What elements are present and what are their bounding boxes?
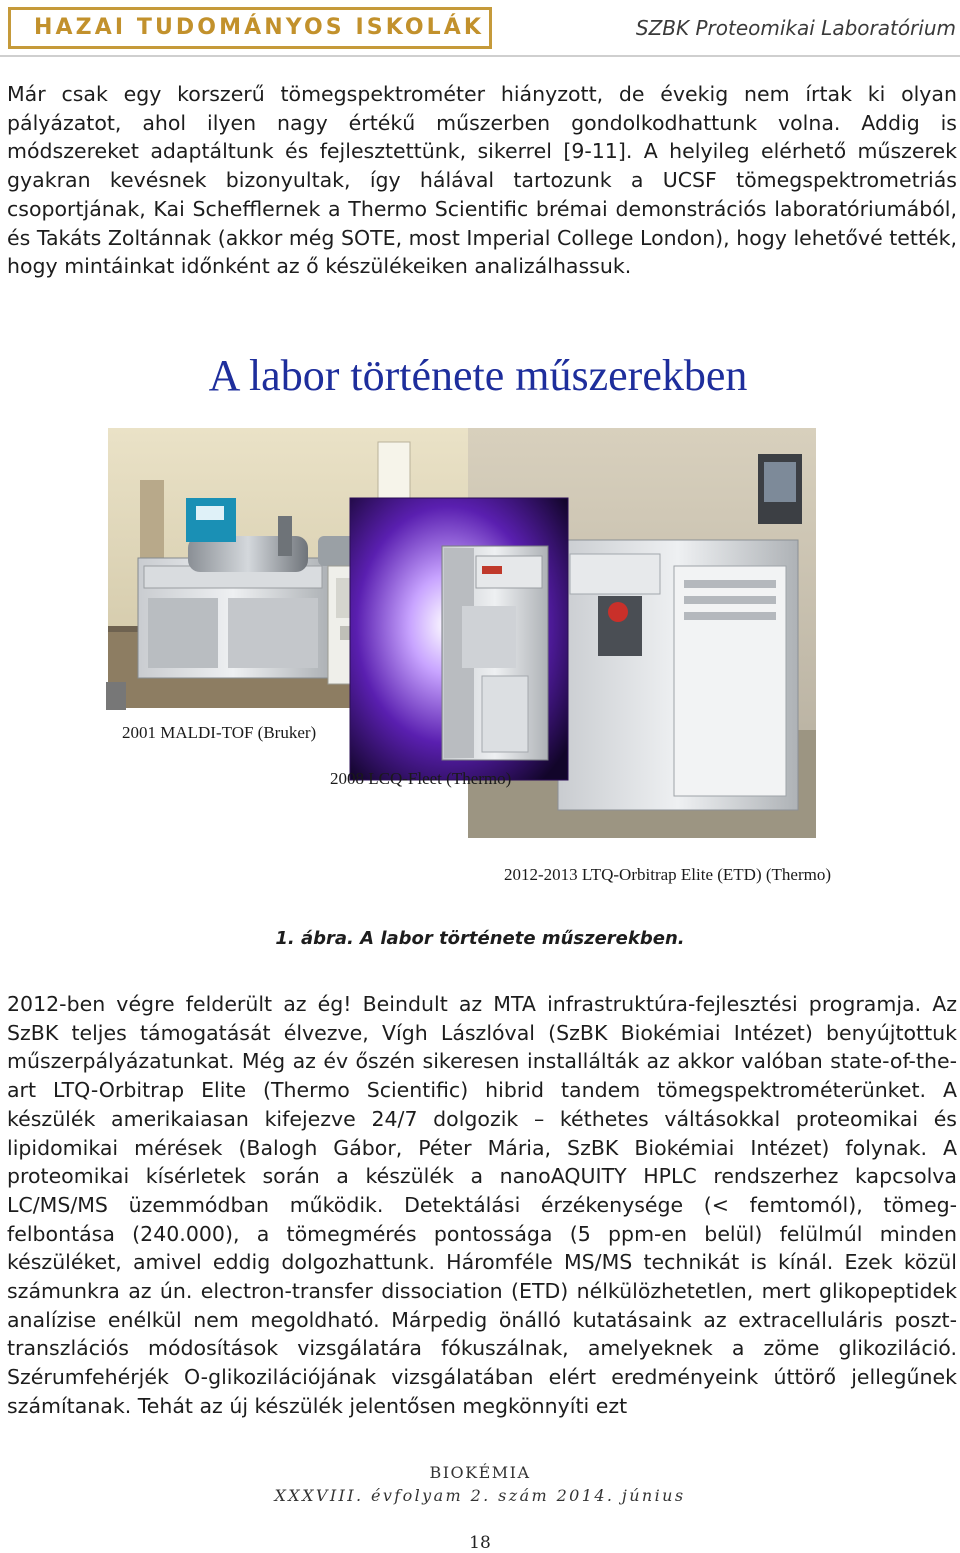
label-maldi-tof: 2001 MALDI-TOF (Bruker) [122,723,317,742]
photo-lcq-fleet [350,498,568,780]
paragraph-main: 2012-ben végre felderült az ég! Beindult az MTA infrastruktúra-fejlesztési programja. Az SzBK teljes támogatását élvezve, Vígh Lászlóval (SzBK Biokémiai Intézet) benyújtottuk műszerpályázatunkat. Még az év őszén sikeresen installálták az akkor valóban state-of-the-art LTQ-Orbitrap Elite (Thermo Scientific) hibrid tandem tömegspektrométerünket. A készülék amerikaiasan kifejezve 24/7 dolgozik – kéthetes váltásokkal proteomikai és lipidomikai mérések (Balogh Gábor, Péter Mária, SzBK Biokémiai Intézet) folynak. A proteomikai kísérletek során a készülék a nanoAQUITY HPLC rendszerhez kapcsolva LC/MS/MS üzemmódban működik. Detektálási érzékenysége (< femtomól), tömeg-felbontása (240.000), a tömegmérés pontossága (5 ppm-en belül) felülmúl minden készüléket, amivel eddig dolgozhattunk. Háromféle MS/MS technikát is kínál. Ezek közül számunkra az ún. electron-transfer dissociation (ETD) nélkülözhetetlen, mert glikopeptidek analízise enélkül nem megoldható. Márpedig önálló kutatásaink az extracelluláris poszt-transzlációs módosítások vizsgálatára fókuszálnak, amelyeknek a zöme glikoziláció. Szérumfehérjék O-glikozilációjának vizsgálatában elért eredményeink úttörő jellegűnek számítanak. Tehát az új készülék jelentősen megkönnyíti ezt [7,992,957,1418]
label-ltq-orbitrap: 2012-2013 LTQ-Orbitrap Elite (ETD) (Thermo) [504,865,832,884]
label-lcq-fleet: 2008 LCQ-Fleet (Thermo) [330,769,512,788]
paragraph-intro: Már csak egy korszerű tömegspektrométer hiányzott, de évekig nem írtak ki olyan pályázatot, ahol ilyen nagy értékű műszerben gondolkodhattunk volna. Addig is módszereket adaptáltunk és fejlesztettünk, sikerrel [9-11]. A helyileg elérhető műszerek gyakran kevésnek bizonyultak, így hálával tartozunk a UCSF tömegspektrometriás csoportjának, Kai Schefflernek a Thermo Scientific brémai demonstrációs laboratóriumából, és Takáts Zoltánnak (akkor még SOTE, most Imperial College London), hogy lehetővé tették, hogy mintáinkat időnként az ő készülékeiken analizálhassuk. [7,82,957,279]
page-number: 18 [469,1533,491,1553]
instrument-photo-collage [78,330,878,905]
footer-journal-name: BIOKÉMIA [429,1463,531,1482]
series-title: HAZAI TUDOMÁNYOS ISKOLÁK [34,15,485,40]
page-header [0,0,960,60]
figure-caption: 1. ábra. A labor története műszerekben. [275,928,685,949]
header-divider [0,55,960,57]
footer-issue-info: XXXVIII. évfolyam 2. szám 2014. június [274,1486,686,1505]
lab-name: SZBK Proteomikai Laboratórium [635,16,956,40]
figure-lab-instruments [78,330,878,905]
slide-title: A labor története műszerekben [208,351,748,400]
